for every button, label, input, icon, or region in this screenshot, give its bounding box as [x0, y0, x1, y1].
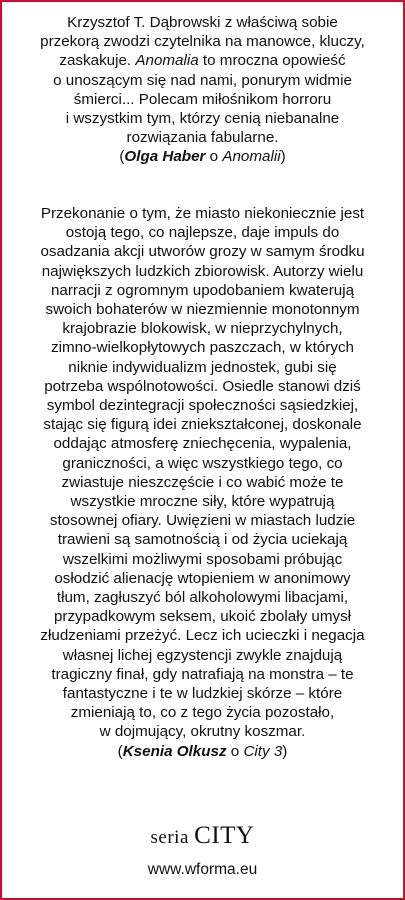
blurb-1-line: przekorą zwodzi czytelnika na manowce, kluczy, [40, 33, 365, 51]
blurb-1-line-end: to mroczna opowieść [198, 52, 346, 70]
blurb-2-line: narracji z ogromnym upodobaniem kwaterują [50, 281, 355, 299]
blurb-2-line: zwiastuje nieszczęście i co wabić może te [61, 473, 344, 491]
citation-author: Ksenia Olkusz [122, 742, 227, 760]
blurb-2-line: ostoją tego, co najlepsze, daje impuls do [65, 224, 340, 242]
blurb-2-line: przypadkowym seksem, ukoić zbolały umysł [53, 608, 352, 626]
blurb-2-line: wszystkie mroczne siły, które wypatrują [70, 493, 335, 511]
blurb-1-line-start: zaskakuje. [59, 52, 136, 70]
blurb-2-line: graniczności, a więc wszystkiego tego, co [62, 454, 343, 472]
blurb-2-line: zimno-wielkopłytowych paszczach, w których [50, 339, 354, 357]
citation-connector: o [226, 742, 244, 760]
blurb-2-line: trawieni są samotnością i od życia uciekają [57, 531, 348, 549]
series-logo [0, 822, 405, 850]
blurb-2-line: potrzeba wspólnotowości. Osiedle stanowi dziś [44, 377, 361, 395]
book-title-anomalia: Anomalia [135, 52, 199, 70]
blurb-2-line: oddając atmosferę zniechęcenia, wypalenia, [53, 435, 352, 453]
citation-open: ( [117, 742, 123, 760]
citation-olga-haber [18, 147, 387, 166]
blurb-ksenia-olkusz [12, 204, 393, 761]
series-name: CITY [194, 822, 255, 849]
citation-title: Anomalii [222, 148, 281, 166]
blurb-2-line: tragiczny finał, gdy natrafiają na monstra – te [51, 665, 354, 683]
citation-close: ) [282, 742, 288, 760]
citation-close: ) [280, 148, 286, 166]
series-prefix: seria [150, 827, 195, 848]
blurb-1-line: rozwiązania fabularne. [126, 129, 279, 147]
blurb-2-line: zmieniają to, co z tego życia pozostało, [70, 704, 335, 722]
blurb-1-line: o unoszącym się nad nami, ponurym widmie [53, 71, 352, 89]
blurb-olga-haber [18, 13, 387, 167]
blurb-2-line: stając się figurą idei zniekształconej, doskonale [43, 416, 362, 434]
blurb-2-line: w dojmujący, okrutny koszmar. [99, 723, 306, 741]
blurb-2-line: fantastyczne i te w ludzkiej skórze – które [62, 685, 343, 703]
citation-connector: o [205, 148, 223, 166]
citation-open: ( [119, 148, 125, 166]
blurb-1-line: Krzysztof T. Dąbrowski z właściwą sobie [67, 14, 338, 31]
blurb-2-line: Przekonanie o tym, że miasto niekoniecznie jest [40, 205, 365, 222]
citation-ksenia-olkusz [12, 742, 393, 761]
blurb-2-line: własnej lichej egzystencji zwykle znajdują [62, 646, 343, 664]
blurb-2-line: tłum, zagłuszyć ból alkoholowymi libacjami, [56, 589, 349, 607]
blurb-2-line: złudzeniami przeżyć. Lecz ich ucieczki i negacja [40, 627, 365, 645]
citation-author: Olga Haber [124, 148, 206, 166]
blurb-2-line: swoich bohaterów w niezmiennie monotonnym [45, 301, 360, 319]
publisher-website-link[interactable]: www.wforma.eu [147, 861, 258, 878]
blurb-1-line: i wszystkim tym, którzy cenią niebanalne [65, 110, 340, 128]
blurb-2-line: symbol dezintegracji społeczności sąsiedzkiej, [46, 397, 359, 415]
blurb-1-line: śmierci... Polecam miłośnikom horroru [73, 90, 332, 108]
blurb-1-line-mixed [18, 51, 387, 70]
blurb-2-line: niknie indywidualizm jednostek, gubi się [68, 358, 337, 376]
blurb-2-line: osadzania akcji utworów grozy w samym środku [40, 243, 365, 261]
blurb-2-line: krajobrazie blokowisk, w nieprzychylnych, [62, 320, 343, 338]
citation-title: City 3 [243, 742, 283, 760]
blurb-2-line: osłodzić alienację wtopieniem w anonimowy [54, 569, 351, 587]
blurb-2-line: stosownej ofiary. Uwięzieni w miastach ludzie [49, 512, 356, 530]
blurb-2-line: wszelkimi możliwymi sposobami próbując [62, 550, 343, 568]
blurb-2-line: największych ludzkich zbiorowisk. Autorzy wielu [41, 262, 364, 280]
